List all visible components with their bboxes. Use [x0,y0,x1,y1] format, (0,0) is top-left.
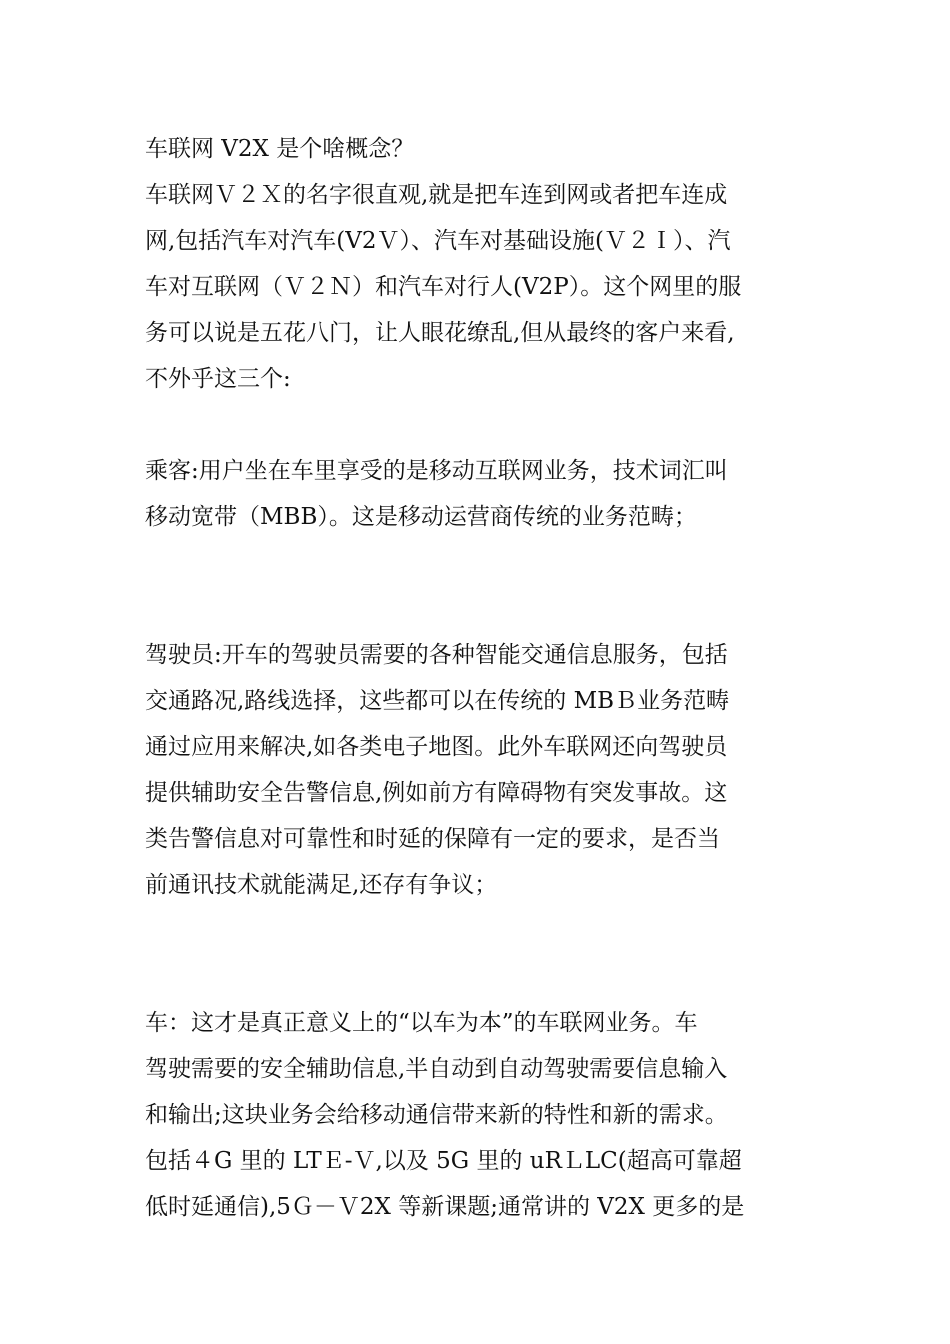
intro-line: 不外乎这三个: [145,366,291,392]
paragraph-spacer [145,954,825,1000]
intro-line: 车联网Ｖ２Ｘ的名字很直观,就是把车连到网或者把车连成 [145,182,728,208]
intro-line: 车对互联网（Ｖ２Ｎ）和汽车对行人(V2P）。这个网里的服 [145,274,742,300]
driver-line: 前通讯技术就能满足,还存有争议； [145,872,498,898]
vehicle-line: 包括４G 里的 LTＥ-Ｖ,以及 5G 里的 uRＬLC(超高可靠超 [145,1148,742,1174]
paragraph-spacer [145,586,825,632]
vehicle-line: 车：这才是真正意义上的“以车为本”的车联网业务。车 [145,1010,698,1036]
driver-line: 交通路况,路线选择，这些都可以在传统的 MBＢ业务范畴 [145,688,730,714]
driver-line: 驾驶员:开车的驾驶员需要的各种智能交通信息服务，包括 [145,642,728,668]
document-title: 车联网 V2X 是个啥概念？ [145,136,415,162]
intro-line: 务可以说是五花八门，让人眼花缭乱,但从最终的客户来看, [145,320,735,346]
vehicle-line: 和输出;这块业务会给移动通信带来新的特性和新的需求。 [145,1102,728,1128]
driver-line: 通过应用来解决,如各类电子地图。此外车联网还向驾驶员 [145,734,728,760]
passenger-line: 乘客:用户坐在车里享受的是移动互联网业务，技术词汇叫 [145,458,728,484]
passenger-line: 移动宽带（MBB）。这是移动运营商传统的业务范畴； [145,504,697,530]
vehicle-line: 驾驶需要的安全辅助信息,半自动到自动驾驶需要信息输入 [145,1056,728,1082]
driver-line: 提供辅助安全告警信息,例如前方有障碍物有突发事故。这 [145,780,728,806]
vehicle-line: 低时延通信),5Ｇ－Ｖ2X 等新课题;通常讲的 V2X 更多的是 [145,1194,745,1220]
paragraph-spacer [145,908,825,954]
paragraph-spacer [145,402,825,448]
document-body [145,126,825,1230]
intro-line: 网,包括汽车对汽车(V2Ｖ）、汽车对基础设施(Ｖ２Ｉ）、汽 [145,228,731,254]
driver-line: 类告警信息对可靠性和时延的保障有一定的要求，是否当 [145,826,720,852]
paragraph-spacer [145,540,825,586]
